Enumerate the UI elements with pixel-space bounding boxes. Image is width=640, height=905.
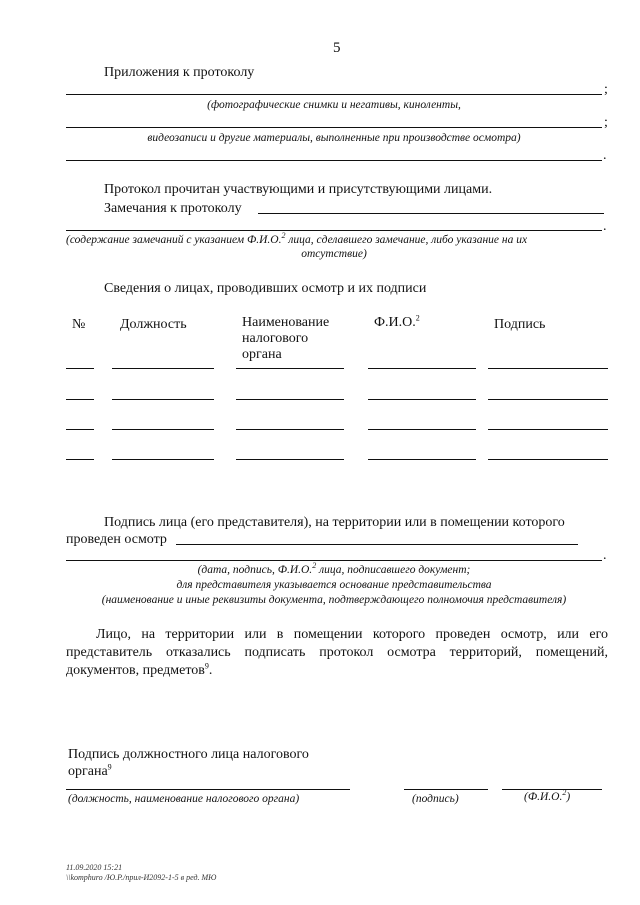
attachments-hint-1: (фотографические снимки и негативы, киноленты,: [207, 99, 461, 111]
remarks-label: Замечания к протоколу: [104, 201, 242, 216]
remarks-hint-line-2: отсутствие): [301, 248, 367, 260]
remarks-line-2[interactable]: [66, 230, 602, 231]
row-2-authority-field[interactable]: [236, 399, 344, 400]
row-2-fio-field[interactable]: [368, 399, 476, 400]
owner-signature-field[interactable]: [176, 544, 578, 545]
page-number: 5: [333, 40, 341, 56]
row-4-signature-field[interactable]: [488, 459, 608, 460]
row-1-number-field[interactable]: [66, 368, 94, 369]
official-signature-label-2: органа$^9$: [68, 762, 112, 779]
official-position-field[interactable]: [66, 789, 350, 790]
owner-signature-hint-2: для представителя указывается основание представительства: [176, 579, 492, 591]
owner-signature-text-2: проведен осмотр: [66, 532, 167, 547]
column-header-number: №: [72, 317, 86, 332]
owner-signature-text: Подпись лица (его представителя), на территории или в помещении которого: [104, 515, 565, 530]
owner-signature-line-2[interactable]: [66, 560, 602, 561]
official-signature-label: Подпись должностного лица налогового: [68, 747, 309, 762]
attachments-period: .: [603, 148, 607, 163]
row-2-signature-field[interactable]: [488, 399, 608, 400]
row-4-position-field[interactable]: [112, 459, 214, 460]
row-2-position-field[interactable]: [112, 399, 214, 400]
column-header-signature: Подпись: [494, 317, 546, 332]
row-4-number-field[interactable]: [66, 459, 94, 460]
refusal-text-1: Лицо, на территории или в помещении которого проведен осмотр, или его: [96, 627, 608, 642]
remarks-field[interactable]: [258, 213, 604, 214]
row-3-signature-field[interactable]: [488, 429, 608, 430]
owner-signature-hint-3: (наименование и иные реквизиты документа, подтверждающего полномочия представителя): [101, 594, 567, 606]
row-1-signature-field[interactable]: [488, 368, 608, 369]
official-signature-hint: (подпись): [412, 793, 459, 805]
refusal-text-3: документов, предметов$^9$.: [66, 661, 213, 678]
footer-timestamp: 11.09.2020 15:21: [66, 863, 123, 872]
row-4-fio-field[interactable]: [368, 459, 476, 460]
column-header-fio: Ф.И.О.$^2$: [374, 313, 420, 330]
row-1-fio-field[interactable]: [368, 368, 476, 369]
remarks-hint: (содержание замечаний с указанием Ф.И.О.$^2$ лица, сделавшего замечание, либо указание на их: [66, 231, 528, 246]
persons-heading: Сведения о лицах, проводивших осмотр и их подписи: [104, 281, 427, 296]
column-header-authority: Наименование налогового органа: [242, 315, 330, 362]
attachments-line-3[interactable]: [66, 160, 602, 161]
row-3-position-field[interactable]: [112, 429, 214, 430]
official-position-hint: (должность, наименование налогового органа): [68, 793, 300, 805]
column-header-position: Должность: [120, 317, 187, 332]
remarks-period: .: [603, 219, 607, 234]
attachments-semicolon-2: ;: [604, 115, 608, 130]
owner-signature-period: .: [603, 548, 607, 563]
attachments-line-1[interactable]: [66, 94, 602, 95]
row-1-authority-field[interactable]: [236, 368, 344, 369]
protocol-read-text: Протокол прочитан участвующими и присутствующими лицами.: [104, 182, 493, 197]
row-1-position-field[interactable]: [112, 368, 214, 369]
row-3-authority-field[interactable]: [236, 429, 344, 430]
official-signature-field[interactable]: [404, 789, 488, 790]
owner-signature-hint-1: (дата, подпись, Ф.И.О.$^2$ лица, подписавшего документ;: [197, 561, 471, 576]
row-3-number-field[interactable]: [66, 429, 94, 430]
refusal-text-2: представитель отказались подписать протокол осмотра территорий, помещений,: [66, 645, 608, 660]
footer-file-path: \\komphuro /Ю.Р./прил-И2092-1-5 в ред. МЮ: [66, 873, 217, 882]
row-2-number-field[interactable]: [66, 399, 94, 400]
row-3-fio-field[interactable]: [368, 429, 476, 430]
official-fio-field[interactable]: [502, 789, 602, 790]
attachments-heading: Приложения к протоколу: [104, 65, 255, 80]
official-fio-hint: (Ф.И.О.$^2$): [524, 788, 571, 803]
attachments-semicolon-1: ;: [604, 82, 608, 97]
row-4-authority-field[interactable]: [236, 459, 344, 460]
attachments-line-2[interactable]: [66, 127, 602, 128]
attachments-hint-2: видеозаписи и другие материалы, выполненные при производстве осмотра): [147, 132, 521, 144]
